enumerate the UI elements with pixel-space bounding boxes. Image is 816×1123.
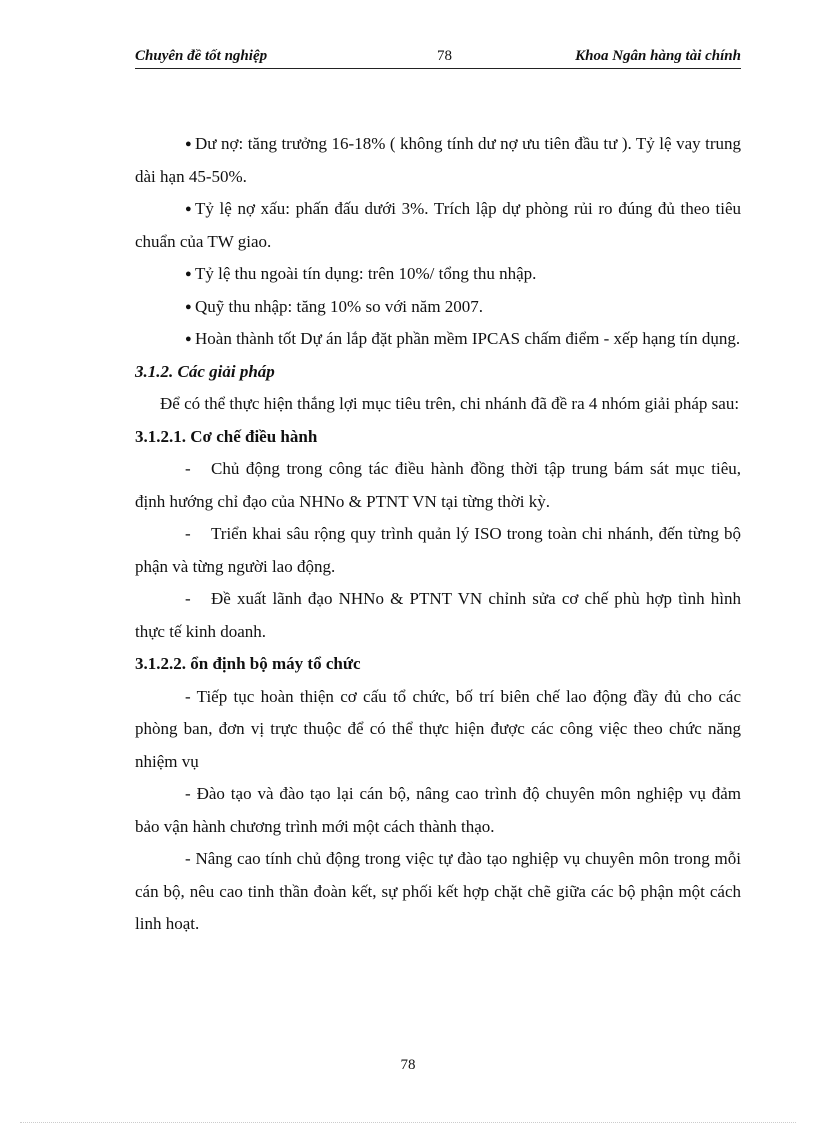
section-intro: Để có thể thực hiện thắng lợi mục tiêu trên, chi nhánh đã đề ra 4 nhóm giải pháp sau: [160,394,740,413]
header-title-right: Khoa Ngân hàng tài chính [575,48,741,64]
bullet-icon: ● [185,138,192,150]
dash-item: - Triển khai sâu rộng quy trình quản lý ISO trong toàn chi nhánh, đến từng bộ phận và từng người lao động. [135,524,741,576]
section-heading-3-1-2: 3.1.2. Các giải pháp [135,361,275,381]
bullet-item: ● Tỷ lệ nợ xấu: phấn đấu dưới 3%. Trích lập dự phòng rủi ro đúng đủ theo tiêu chuẩn của TW giao. [135,193,741,258]
bullet-icon: ● [185,300,192,313]
bullet-item: ● Tỷ lệ thu ngoài tín dụng: trên 10%/ tổng thu nhập. [135,258,741,291]
header-title-left: Chuyên đề tốt nghiệp [135,48,268,64]
header-page-number: 78 [437,48,452,64]
page-header [135,48,741,69]
bullet-item: ● Hoàn thành tốt Dự án lắp đặt phần mềm IPCAS chấm điểm - xếp hạng tín dụng. [135,323,741,356]
dash-item: - Chủ động trong công tác điều hành đồng thời tập trung bám sát mục tiêu, định hướng chỉ đạo của NHNo & PTNT VN tại từng thời kỳ. [135,459,741,511]
paragraph: - Tiếp tục hoàn thiện cơ cấu tổ chức, bố trí biên chế lao động đầy đủ cho các phòng ban, đơn vị trực thuộc để có thể thực hiện được các công việc theo chức năng nhiệm vụ [135,686,741,771]
page-body [135,128,741,941]
bullet-icon: ● [185,333,192,345]
section-heading-3-1-2-1: 3.1.2.1. Cơ chế điều hành [135,426,318,446]
section-heading-3-1-2-2: 3.1.2.2. ổn định bộ máy tổ chức [135,654,361,673]
paragraph: - Nâng cao tính chủ động trong việc tự đào tạo nghiệp vụ chuyên môn trong mỗi cán bộ, nêu cao tinh thần đoàn kết, sự phối kết hợp chặt chẽ giữa các bộ phận một cách linh hoạt. [135,849,741,933]
bullet-item: ● Dư nợ: tăng trưởng 16-18% ( không tính dư nợ ưu tiên đầu tư ). Tỷ lệ vay trung dài hạn 45-50%. [135,128,741,193]
bullet-icon: ● [185,203,192,215]
bullet-icon: ● [185,268,192,280]
dash-item: - Đề xuất lãnh đạo NHNo & PTNT VN chỉnh sửa cơ chế phù hợp tình hình thực tế kinh doanh. [135,589,741,641]
bullet-item: ● Quỹ thu nhập: tăng 10% so với năm 2007. [135,291,741,324]
page-footer-number: 78 [400,1057,416,1073]
paragraph: - Đào tạo và đào tạo lại cán bộ, nâng cao trình độ chuyên môn nghiệp vụ đảm bảo vận hành chương trình mới một cách thành thạo. [135,784,741,836]
